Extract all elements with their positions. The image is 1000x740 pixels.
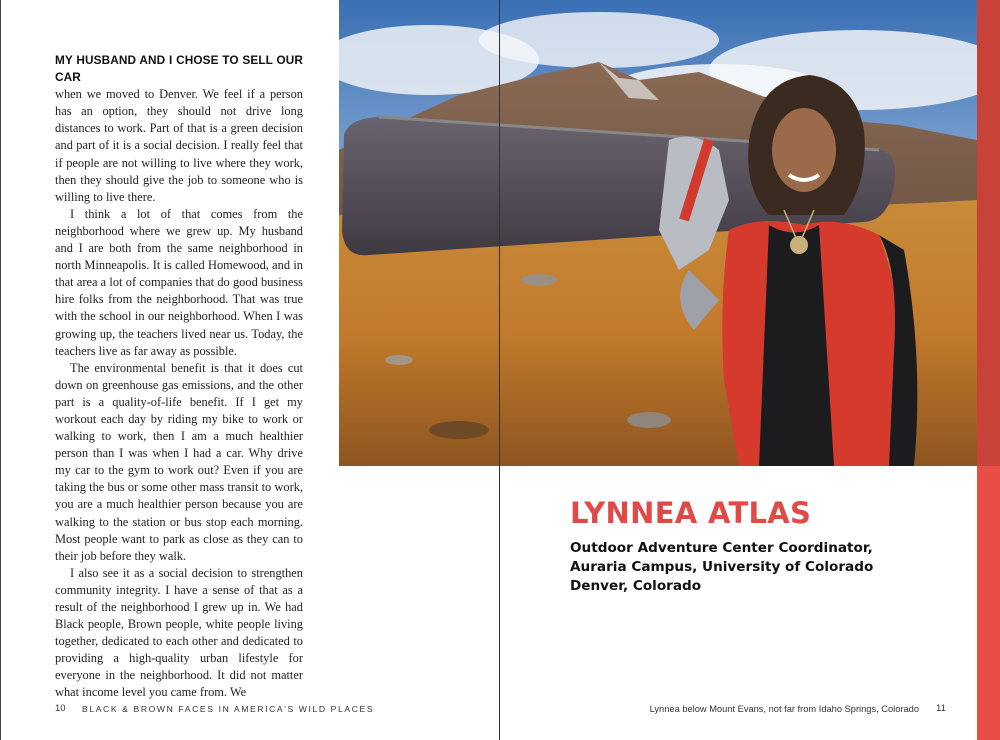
profile-role bbox=[570, 539, 873, 596]
profile-name: LYNNEA ATLAS bbox=[570, 496, 812, 530]
portrait-photo bbox=[339, 0, 977, 466]
profile-role-line-2: Auraria Campus, University of Colorado bbox=[570, 559, 874, 575]
paragraph-3: The environmental benefit is that it does cut down on greenhouse gas emissions, and the other part is a quality-of-life benefit. If I get my workout each day by riding my bike to work or walking to work, then I am a much healthier person than I was when I had a car. Why drive my car to the gym to work out? Even if you are taking the bus or some other mass transit to work, you are a much healthier person because you are walking to the station or bus stop each morning. Most people want to park as close as they can to their job before they walk. bbox=[55, 360, 303, 563]
profile-role-line-3: Denver, Colorado bbox=[570, 578, 702, 594]
left-page-number: 10 bbox=[55, 703, 66, 714]
article-body bbox=[55, 52, 303, 702]
running-head: BLACK & BROWN FACES IN AMERICA'S WILD PLACES bbox=[82, 704, 375, 714]
paragraph-4: I also see it as a social decision to strengthen community integrity. I have a sense of that as a result of the neighborhood I grew up in. We had Black people, Brown people, white people living together, dedicated to each other and dedicated to providing a high-quality urban lifestyle for everyone in the neighborhood. It did not matter what income level you came from. We bbox=[55, 565, 303, 700]
red-sidebar-top bbox=[977, 0, 1000, 466]
paragraph-1 bbox=[55, 52, 303, 206]
photo-illustration bbox=[339, 0, 977, 466]
photo-caption: Lynnea below Mount Evans, not far from Idaho Springs, Colorado bbox=[649, 704, 919, 714]
lead-in-heading: MY HUSBAND AND I CHOSE TO SELL OUR CAR bbox=[55, 53, 303, 85]
paragraph-1-text: when we moved to Denver. We feel if a person has an option, they should not drive long distances to work. Part of that is a green decision and part of it is a social decision. I really feel that if people are not willing to live where they work, then they should give the job to someone who is willing to live there. bbox=[55, 87, 303, 204]
page-edge bbox=[0, 0, 1, 740]
right-page-number: 11 bbox=[936, 703, 946, 714]
profile-role-line-1: Outdoor Adventure Center Coordinator, bbox=[570, 540, 873, 556]
book-spine bbox=[499, 0, 500, 740]
paragraph-2: I think a lot of that comes from the neighborhood where we grew up. My husband and I are both from the same neighborhood in north Minneapolis. It is called Homewood, and in that area a lot of companies that do good business hire folks from the neighborhood. That was true with the school in our neighborhood. When I was growing up, the teachers lived near us. Today, the teachers live as far away as possible. bbox=[55, 206, 303, 358]
